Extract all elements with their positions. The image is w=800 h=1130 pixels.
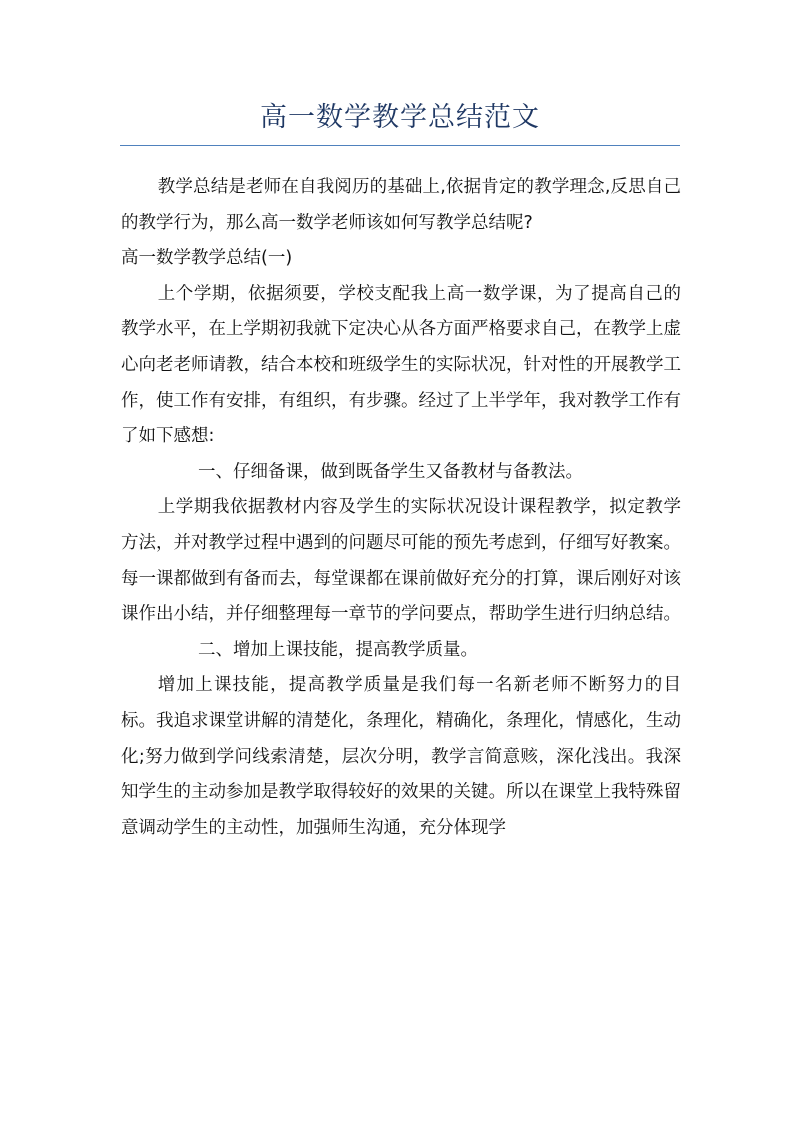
document-title: 高一数学教学总结范文 — [260, 102, 540, 133]
body-paragraph: 上学期我依据教材内容及学生的实际状况设计课程教学，拟定教学方法，并对教学过程中遇到的问题尽可能的预先考虑到，仔细写好教案。每一课都做到有备而去，每堂课都在课前做好充分的打算，课后刚好对该课作出小结，并仔细整理每一章节的学问要点，帮助学生进行归纳总结。 — [121, 497, 681, 625]
body-paragraph: 增加上课技能，提高教学质量是我们每一名新老师不断努力的目标。我追求课堂讲解的清楚化，条理化，精确化，条理化，情感化，生动化;努力做到学问线索清楚，层次分明，教学言简意赅，深化浅出。我深知学生的主动参加是教学取得较好的效果的关键。所以在课堂上我特殊留意调动学生的主动性，加强师生沟通，充分体现学 — [121, 675, 681, 838]
title-underline — [120, 145, 680, 146]
point-heading: 一、仔细备课，做到既备学生又备教材与备教法。 — [198, 461, 583, 482]
document-body — [121, 170, 681, 846]
intro-paragraph: 教学总结是老师在自我阅历的基础上,依据肯定的教学理念,反思自己的教学行为，那么高一数学老师该如何写教学总结呢? — [121, 177, 681, 233]
section-heading: 高一数学教学总结(一) — [121, 248, 293, 269]
point-heading: 二、增加上课技能，提高教学质量。 — [198, 639, 478, 660]
body-paragraph: 上个学期，依据须要，学校支配我上高一数学课，为了提高自己的教学水平，在上学期初我就下定决心从各方面严格要求自己，在教学上虚心向老老师请教，结合本校和班级学生的实际状况，针对性的开展教学工作，使工作有安排，有组织，有步骤。经过了上半学年，我对教学工作有了如下感想: — [121, 283, 681, 447]
